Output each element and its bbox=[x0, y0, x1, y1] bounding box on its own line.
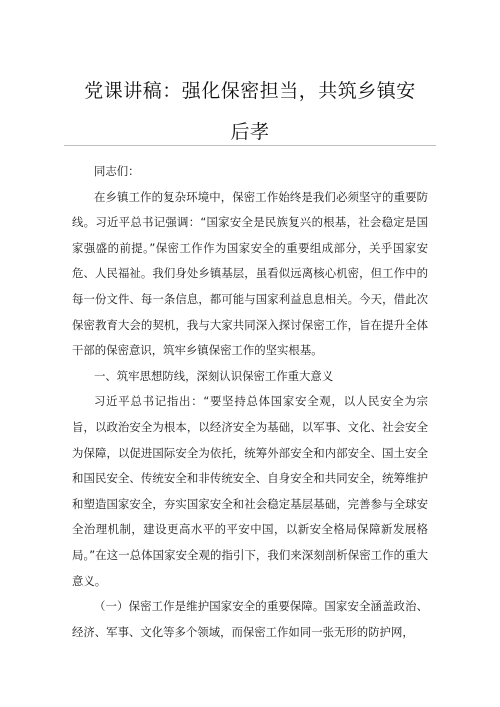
quote-paragraph: 习近平总书记指出：“要坚持总体国家安全观，以人民安全为宗旨，以政治安全为根本，以经济安全为基础，以军事、文化、社会安全为保障，以促进国际安全为依托，统筹外部安全和内部安全、国土安全和国民安全、传统安全和非传统安全、自身安全和共同安全，统筹维护和塑造国家安全，夯实国家安全和社会稳定基层基础，完善参与全球安全治理机制，建设更高水平的平安中国，以新安全格局保障新发展格局。”在这一总体国家安全观的指引下，我们来深刻剖析保密工作的重大意义。 bbox=[72, 394, 428, 588]
intro-paragraph: 在乡镇工作的复杂环境中，保密工作始终是我们必须坚守的重要防线。习近平总书记强调：“国家安全是民族复兴的根基，社会稳定是国家强盛的前提。”保密工作作为国家安全的重要组成部分，关乎国家安危、人民福祉。我们身处乡镇基层，虽看似远离核心机密，但工作中的每一份文件、每一条信息，都可能与国家利益息息相关。今天，借此次保密教育大会的契机，我与大家共同深入探讨保密工作，旨在提升全体干部的保密意识，筑牢乡镇保密工作的坚实根基。 bbox=[72, 189, 428, 358]
salutation: 同志们： bbox=[94, 164, 140, 178]
document-title-line-1: 党课讲稿：强化保密担当，共筑乡镇安 bbox=[84, 80, 416, 102]
document-title-line-2: 后孝 bbox=[230, 121, 270, 143]
document-body bbox=[72, 159, 428, 645]
section-heading: 一、筑牢思想防线，深刻认识保密工作重大意义 bbox=[94, 368, 334, 383]
title-divider bbox=[64, 145, 436, 146]
subsection-paragraph: （一）保密工作是维护国家安全的重要保障。国家安全涵盖政治、经济、军事、文化等多个领域，而保密工作如同一张无形的防护网， bbox=[72, 599, 428, 639]
